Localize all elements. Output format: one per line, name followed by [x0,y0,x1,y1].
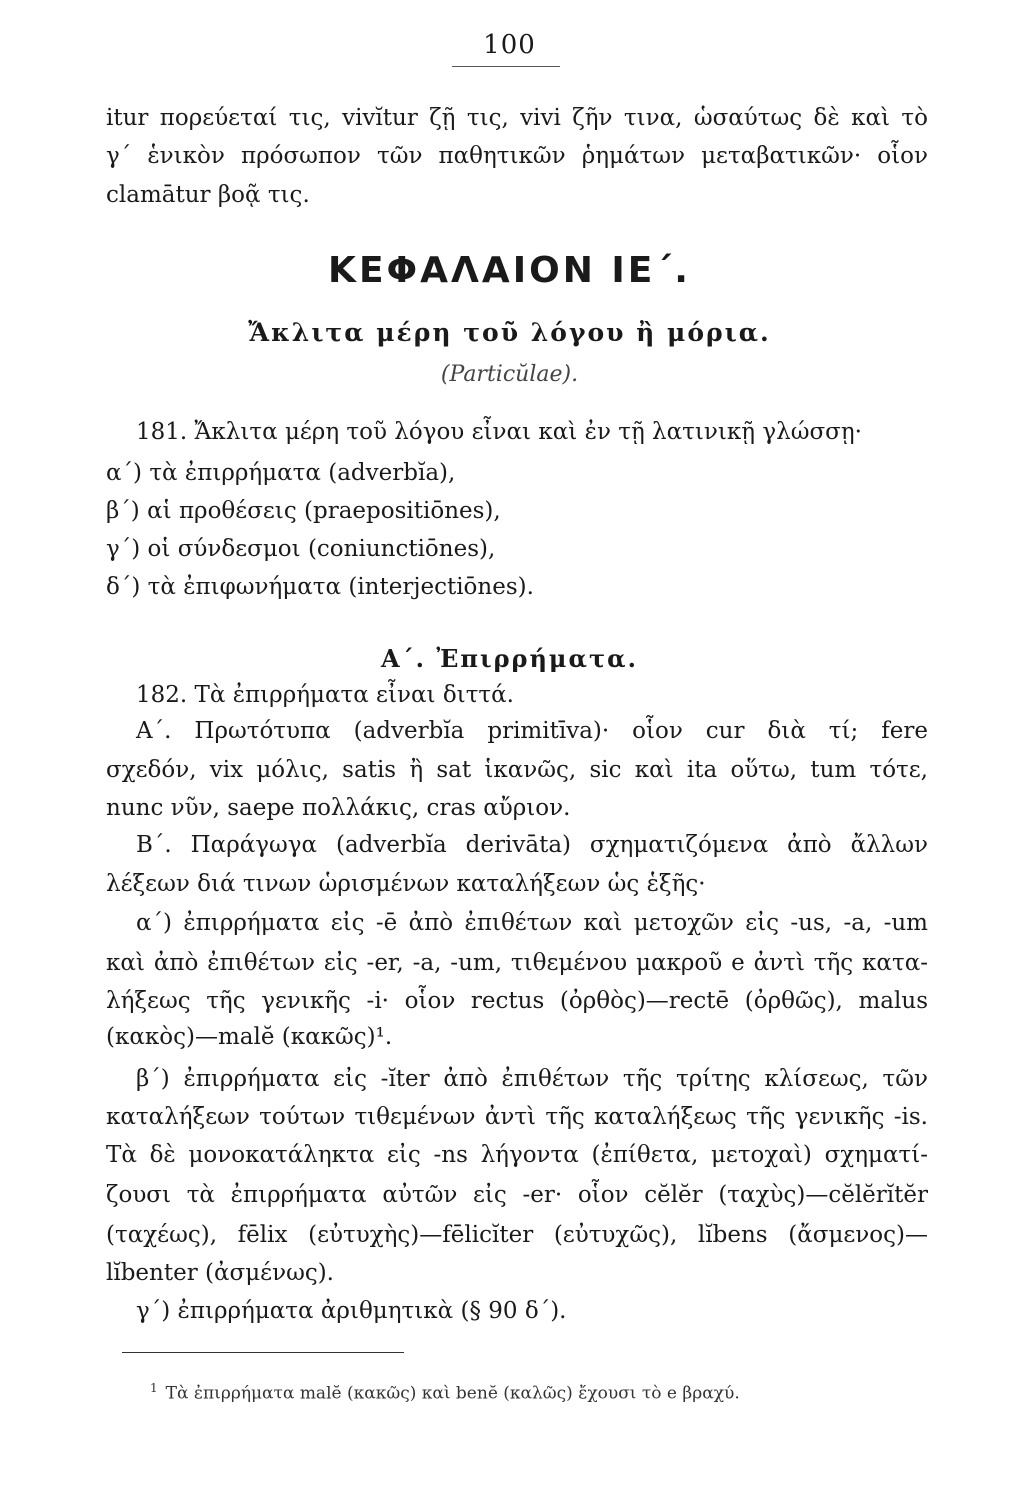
body-line: Β΄. Παράγωγα (adverbĭa derivāta) σχηματιζόμενα ἀπὸ ἄλλων [136,832,928,858]
footnote-mark: 1 [150,1381,158,1395]
body-line: σχεδόν, vix μόλις, satis ἢ sat ἱκανῶς, sic καὶ ita οὕτω, tum τότε, [106,757,928,783]
intro-line-3: clamātur βοᾷ τις. [106,182,310,208]
body-line: β΄) ἐπιρρήματα εἰς -ĭter ἀπὸ ἐπιθέτων τῆς τρίτης κλίσεως, τῶν [136,1066,928,1092]
list-item: β΄) αἱ προθέσεις (praepositiōnes), [106,498,501,524]
body-line: (κακὸς)—malĕ (κακῶς)¹. [106,1024,393,1050]
footnote-rule [122,1352,404,1353]
paragraph-181-heading: 181. Ἄκλιτα μέρη τοῦ λόγου εἶναι καὶ ἐν τῇ λατινικῇ γλώσσῃ· [136,419,862,445]
chapter-latin-title: (Particŭlae). [440,362,579,387]
body-line: lĭbenter (ἀσμένως). [106,1260,334,1286]
intro-line-1: itur πορεύεταί τις, vivĭtur ζῇ τις, vivi ζῆν τινα, ὡσαύτως δὲ καὶ τὸ [106,105,928,131]
chapter-subtitle: Ἄκλιτα μέρη τοῦ λόγου ἢ μόρια. [248,318,771,347]
body-line: λέξεων διά τινων ὡρισμένων καταλήξεων ὡς ἑξῆς· [106,871,706,897]
chapter-title: ΚΕΦΑΛΑΙΟΝ ΙΕ΄. [328,250,691,291]
body-line: Α΄. Πρωτότυπα (adverbĭa primitīva)· οἷον cur διὰ τί; fere [136,718,928,744]
body-line: καταλήξεων τούτων τιθεμένων ἀντὶ τῆς καταλήξεως τῆς γενικῆς -is. [106,1104,928,1130]
body-line: γ΄) ἐπιρρήματα ἀριθμητικὰ (§ 90 δ΄). [136,1298,567,1324]
footnote [150,1376,910,1406]
footnote-text: Τὰ ἐπιρρήματα malĕ (κακῶς) καὶ benĕ (καλῶς) ἔχουσι τὸ e βραχύ. [165,1383,740,1404]
page-number-rule [452,66,560,67]
body-line: καὶ ἀπὸ ἐπιθέτων εἰς -er, -a, -um, τιθεμένου μακροῦ e ἀντὶ τῆς κατα- [106,950,928,976]
body-line: nunc νῦν, saepe πολλάκις, cras αὔριον. [106,795,571,821]
page-number: 100 [483,30,536,60]
body-line: λήξεως τῆς γενικῆς -i· οἷον rectus (ὀρθὸς)—rectē (ὀρθῶς), malus [106,988,928,1014]
list-item: α΄) τὰ ἐπιρρήματα (adverbĭa), [106,460,456,486]
body-line: ζουσι τὰ ἐπιρρήματα αὐτῶν εἰς -er· οἷον cĕlĕr (ταχὺς)—cĕlĕrĭtĕr [106,1182,928,1208]
body-line: α΄) ἐπιρρήματα εἰς -ē ἀπὸ ἐπιθέτων καὶ μετοχῶν εἰς -us, -a, -um [136,910,928,936]
body-line: Τὰ δὲ μονοκατάληκτα εἰς -ns λήγοντα (ἐπίθετα, μετοχαὶ) σχηματί- [106,1142,928,1168]
section-heading: Α΄. Ἐπιρρήματα. [381,644,638,673]
list-item: δ΄) τὰ ἐπιφωνήματα (interjectiōnes). [106,574,534,600]
list-item: γ΄) οἱ σύνδεσμοι (coniunctiōnes), [106,536,496,562]
paragraph-182-heading: 182. Τὰ ἐπιρρήματα εἶναι διττά. [136,682,514,708]
intro-line-2: γ΄ ἑνικὸν πρόσωπον τῶν παθητικῶν ῥημάτων μεταβατικῶν· οἷον [106,143,928,169]
body-line: (ταχέως), fēlix (εὐτυχὴς)—fēlicĭter (εὐτυχῶς), lĭbens (ἄσμενος)— [106,1222,928,1248]
